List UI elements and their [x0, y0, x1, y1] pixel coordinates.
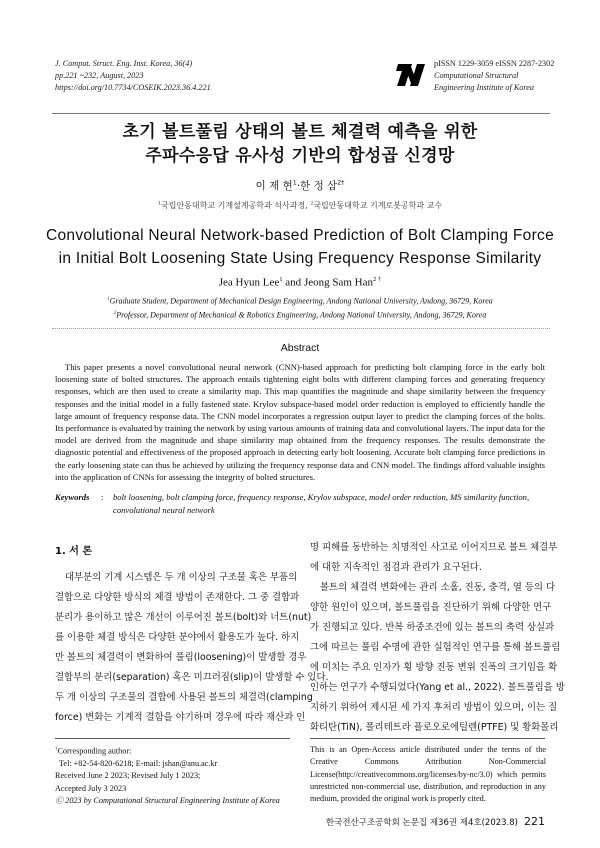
body-text-line: 를 이용한 체결 방식은 다양한 분야에서 활용도가 높다. 하지	[55, 632, 300, 643]
english-affiliations	[0, 294, 600, 321]
page-number: 221	[524, 815, 545, 828]
korean-title	[0, 120, 600, 168]
affil-1-en-sup: 1	[107, 297, 110, 302]
affil-2-sup: 2	[310, 201, 314, 207]
body-text-line: 에 미치는 주요 인자가 횡 방향 진동 변위 진폭의 크기임을 확	[310, 662, 558, 673]
affil-1: 국립안동대학교 기계설계공학과 석사과정,	[160, 201, 311, 210]
section-heading-introduction: 1. 서 론	[55, 546, 93, 557]
korean-affiliations	[0, 200, 600, 211]
affil-2: 국립안동대학교 기계로봇공학과 교수	[313, 201, 443, 210]
english-title	[0, 224, 600, 270]
body-text-line: 인하는 연구가 수행되었다(Yang et al., 2022). 볼트풀림을 방	[310, 682, 565, 693]
page-footer	[326, 815, 545, 828]
keywords	[55, 491, 545, 515]
accepted-date: Accepted July 3 2023	[55, 783, 127, 793]
author-2-en: Jeong Sam Han	[303, 276, 373, 289]
korean-authors	[0, 178, 600, 193]
keywords-colon: :	[101, 492, 104, 502]
abstract-heading: Abstract	[280, 342, 320, 354]
journal-citation	[55, 58, 211, 94]
body-text-line: 만 볼트의 체결력이 변화하여 풀림(loosening)이 발생할 경우	[55, 652, 307, 663]
publisher-info	[434, 58, 554, 94]
author-1-sup: 1	[292, 179, 297, 187]
body-text-line: 두 개 이상의 구조물의 결합에 사용된 볼트의 체결력(clamping	[55, 692, 313, 703]
body-left-column	[55, 568, 329, 728]
publisher-line-2: Engineering Institute of Korea	[434, 83, 534, 92]
affil-2-en: Professor, Department of Mechanical & Robotics Engineering, Andong National University, Andong, 36729, Korea	[116, 310, 487, 320]
corresponding-contact: Tel: +82-54-820-6218; E-mail: jshan@anu.ac.kr	[59, 759, 218, 769]
english-title-line-2: in Initial Bolt Loosening State Using Frequency Response Similarity	[58, 250, 542, 267]
affil-1-en: Graduate Student, Department of Mechanical Design Engineering, Andong National University, Andong, 36729, Korea	[109, 296, 493, 306]
author-2: 한 정 삼	[300, 180, 338, 192]
author-2-sup: 2†	[337, 179, 345, 187]
body-text-line: 양한 원인이 있으며, 볼트풀림을 진단하기 위해 다양한 연구	[310, 602, 552, 613]
author-2-en-sup: 2 †	[372, 276, 382, 283]
keywords-label: Keywords	[55, 492, 90, 502]
body-right-column	[310, 538, 565, 738]
body-text-line: 볼트의 체결력 변화에는 관리 소홀, 진동, 충격, 열 등의 다	[320, 582, 555, 593]
body-text-line: 그에 따르는 풀림 수명에 관한 실험적인 연구를 통해 볼트풀림	[310, 642, 561, 653]
body-text-line: force) 변화는 기계적 결함을 야기하며 경우에 따라 재산과 인	[55, 712, 306, 723]
author-1: 이 제 현	[255, 180, 293, 192]
abstract-text: This paper presents a novel convolutional neural network (CNN)-based approach for predicting bolt clamping force in the early bolt loosening state of bolted structures. The approach entails tightening eight bolts with different clamping forces and generating frequency responses, which are then used to create a similarity map. This map quantifies the magnitude and shape similarity between the frequency responses and the initial model in a fully fastened state. Krylov subspace-based model order reduction is employed to efficiently handle the large amount of frequency response data. The CNN model incorporates a regression output layer to predict the clamping forces of the bolts. Its performance is evaluated by training the network by using various amounts of training data and convolutional layers. The input data for the model are derived from the magnitude and shape similarity map obtained from the frequency responses. The results demonstrate the diagnostic potential and effectiveness of the proposed approach in detecting early bolt loosening. Accurate bolt clamping force predictions in the early loosening state can thus be achieved by utilizing the frequency response data and CNN model. The findings afford valuable insights into the application of CNNs for assessing the integrity of bolted structures.	[55, 362, 545, 482]
coseik-logo-icon	[396, 62, 426, 88]
footer-journal-info: 한국전산구조공학회 논문집 제36권 제4호(2023.8)	[325, 818, 518, 828]
author-1-en: Jea Hyun Lee	[218, 276, 280, 289]
body-text-line: 화티탄(TiN), 폴리테트라 플로오로에틸렌(PTFE) 및 황화몰리	[310, 722, 559, 733]
header-divider	[52, 113, 550, 114]
body-text-line: 분리가 용이하고 많은 개선이 이루어진 볼트(bolt)와 너트(nut)	[55, 612, 312, 623]
journal-name: J. Comput. Struct. Eng. Inst. Korea, 36(4)	[55, 59, 193, 68]
received-dates: Received June 2 2023; Revised July 1 2023;	[55, 771, 201, 781]
footnote-divider-left	[55, 738, 290, 739]
body-text-line: 결합으로 다양한 방식의 체결 방법이 존재한다. 그 중 결합과	[55, 592, 300, 603]
corresponding-label: Corresponding author:	[57, 746, 132, 756]
issn: pISSN 1229-3059 eISSN 2287-2302	[434, 59, 555, 68]
english-title-line-1: Convolutional Neural Network-based Prediction of Bolt Clamping Force	[45, 227, 555, 244]
corresponding-footnote: †Corresponding author: Tel: +82-54-820-6218; E-mail: jshan@anu.ac.kr Received June 2 2023; Revised July 1 2023; Accepted July 3 2023 Ⓒ 2023 by Computational Structural Engineering Institute of Korea	[55, 744, 295, 807]
abstract-divider	[52, 328, 550, 329]
korean-title-line-1: 초기 볼트풀림 상태의 볼트 체결력 예측을 위한	[122, 122, 478, 142]
body-text-line: 지하기 위하여 제시된 세 가지 후처리 방법이 있으며, 이는 질	[310, 702, 558, 713]
keywords-text: bolt loosening, bolt clamping force, frequency response, Krylov subspace, model order reduction, MS similarity function, convolutional neural network	[113, 492, 530, 515]
doi-link[interactable]: https://doi.org/10.7734/COSEIK.2023.36.4.221	[55, 83, 211, 92]
korean-title-line-2: 주파수응답 유사성 기반의 합성곱 신경망	[145, 146, 455, 166]
publisher-line-1: Computational Structural	[434, 71, 519, 80]
journal-pages: pp.221 ~232, August, 2023	[55, 71, 144, 80]
author-1-en-sup: 1	[279, 276, 283, 283]
body-text-line: 명 피해를 동반하는 치명적인 사고로 이어지므로 볼트 체결부	[310, 542, 558, 553]
body-text-line: 결합부의 분리(separation) 혹은 미끄러짐(slip)이 발생할 수 있다.	[55, 672, 329, 683]
body-text-line: 가 진행되고 있다. 반복 하중조건에 있는 볼트의 축력 상실과	[310, 622, 555, 633]
affil-2-en-sup: 2	[113, 310, 117, 316]
copyright: Ⓒ 2023 by Computational Structural Engineering Institute of Korea	[55, 795, 280, 805]
affil-1-sup: 1	[157, 201, 161, 207]
body-text-line: 에 대한 지속적인 점검과 관리가 요구된다.	[310, 562, 482, 573]
footnote-divider-right	[310, 738, 545, 739]
and-text: and	[282, 276, 304, 289]
body-text-line: 대부분의 기계 시스템은 두 개 이상의 구조물 혹은 부품의	[65, 572, 298, 583]
author-separator: ·	[296, 180, 301, 192]
english-authors	[0, 276, 600, 289]
license-notice: This is an Open-Access article distributed under the terms of the Creative Commons Attribution Non-Commercial License(http://creativecommons.org/licenses/by-nc/3.0) which permits unrestricted non-commercial use, distribution, and reproduction in any medium, provided the original work is properly cited.	[310, 745, 546, 804]
